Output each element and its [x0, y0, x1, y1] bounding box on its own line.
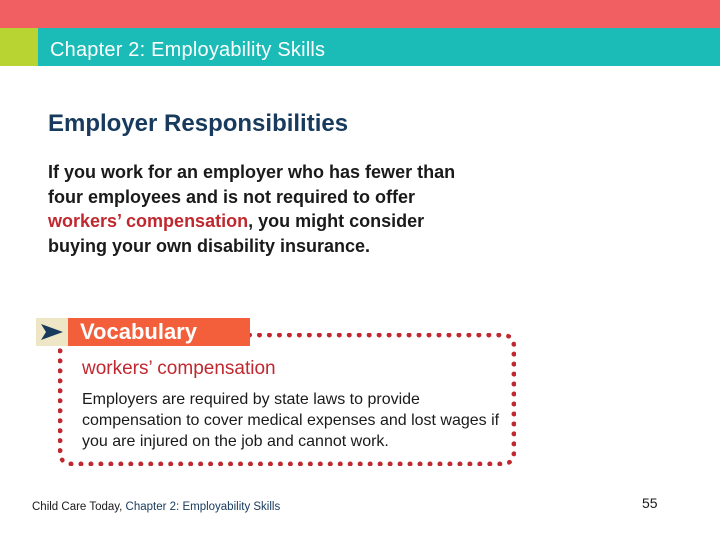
vocabulary-term: workers’ compensation [82, 358, 276, 379]
top-accent-band [0, 0, 720, 28]
vocabulary-label: Vocabulary [80, 319, 197, 344]
footer-book-title: Child Care Today, [32, 501, 126, 513]
footer-source [32, 501, 280, 513]
vocabulary-definition: Employers are required by state laws to provide compensation to cover medical expenses and lost wages if you are injured on the job and cannot work. [82, 391, 500, 450]
green-accent-block [0, 28, 38, 66]
page-number: 55 [642, 495, 658, 511]
body-paragraph [48, 160, 468, 258]
body-text-end: , you might consider buying your own disability insurance. [48, 211, 425, 256]
arrow-right-icon [36, 318, 68, 346]
footer-chapter: Chapter 2: Employability Skills [125, 501, 281, 513]
chapter-title: Chapter 2: Employability Skills [50, 39, 326, 61]
highlighted-term: workers’ compensation [48, 211, 249, 231]
slide-heading: Employer Responsibilities [48, 110, 349, 137]
body-text-start: If you work for an employer who has fewer than four employees and is not required to offer [48, 162, 456, 207]
